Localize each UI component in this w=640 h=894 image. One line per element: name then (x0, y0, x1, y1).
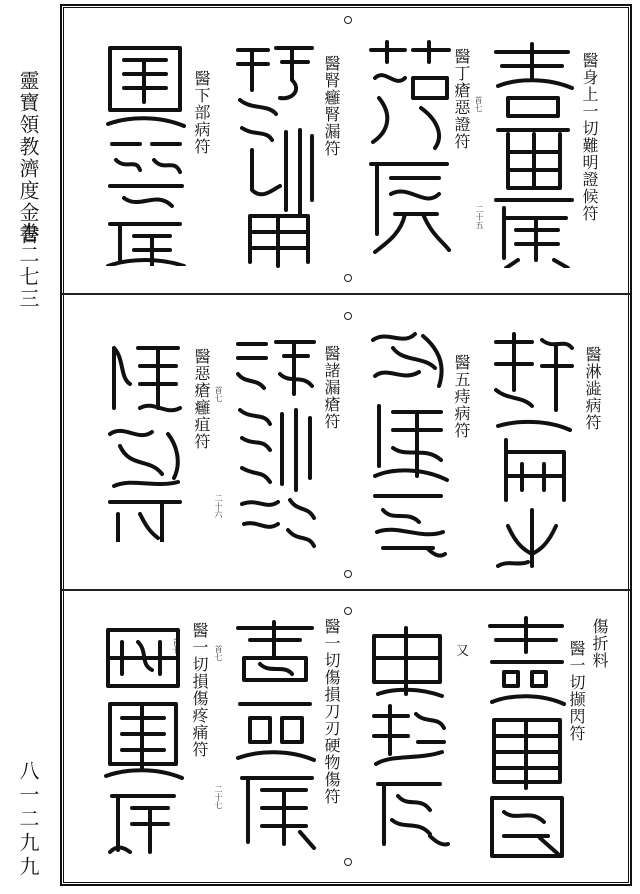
seal-talisman-1 (488, 38, 578, 268)
talisman-caption: 醫下部病符 (192, 70, 211, 155)
seal-talisman-2 (365, 38, 453, 258)
talisman-number: 二十五 (475, 205, 484, 229)
seal-talisman-3 (232, 40, 318, 270)
talisman-caption: 醫惡瘡癰疽符 (192, 348, 211, 450)
seal-talisman-10 (364, 624, 450, 850)
panel-divider-1 (62, 293, 630, 295)
talisman-caption: 醫五痔病符 (452, 354, 471, 439)
talisman-number: 二十七 (214, 785, 223, 809)
talisman-note: 首七 (172, 638, 181, 654)
seal-talisman-9 (482, 612, 568, 860)
talisman-caption: 醫諸漏瘡符 (322, 345, 341, 430)
talisman-note: 首七 (214, 645, 223, 661)
talisman-caption: 醫淋澁病符 (583, 346, 602, 431)
binding-hole-1 (344, 16, 352, 24)
seal-talisman-8 (100, 338, 188, 542)
talisman-caption: 醫一切撷閃符 (567, 640, 586, 742)
talisman-note: 首七 (214, 386, 223, 402)
book-title: 靈寶領教濟度金書 (16, 70, 40, 246)
seal-talisman-5 (488, 330, 574, 570)
panel-header: 傷折料 (590, 618, 609, 669)
talisman-caption: 醫身上一切難明證候符 (580, 52, 599, 222)
talisman-caption: 醫一切傷損刀刃硬物傷符 (322, 618, 341, 805)
binding-hole-3 (344, 312, 352, 320)
marker-you: 又 (456, 644, 470, 659)
page-number: 八一二九九 (16, 760, 40, 880)
seal-talisman-11 (230, 618, 320, 850)
binding-hole-5 (344, 607, 352, 615)
talisman-note: 首七 (474, 96, 483, 112)
seal-talisman-12 (98, 620, 188, 856)
binding-hole-6 (344, 858, 352, 866)
talisman-caption: 醫丁瘡惡證符 (452, 48, 471, 150)
binding-hole-2 (344, 274, 352, 282)
volume-number: 卷二七三 (16, 222, 40, 310)
panel-divider-2 (62, 589, 630, 591)
seal-talisman-4 (100, 40, 188, 266)
seal-talisman-7 (232, 334, 320, 550)
seal-talisman-6 (363, 326, 451, 562)
talisman-caption: 醫腎癰腎漏符 (322, 55, 341, 157)
talisman-caption: 醫一切損傷疼痛符 (190, 622, 209, 758)
talisman-number: 二十六 (214, 494, 223, 518)
binding-hole-4 (344, 570, 352, 578)
